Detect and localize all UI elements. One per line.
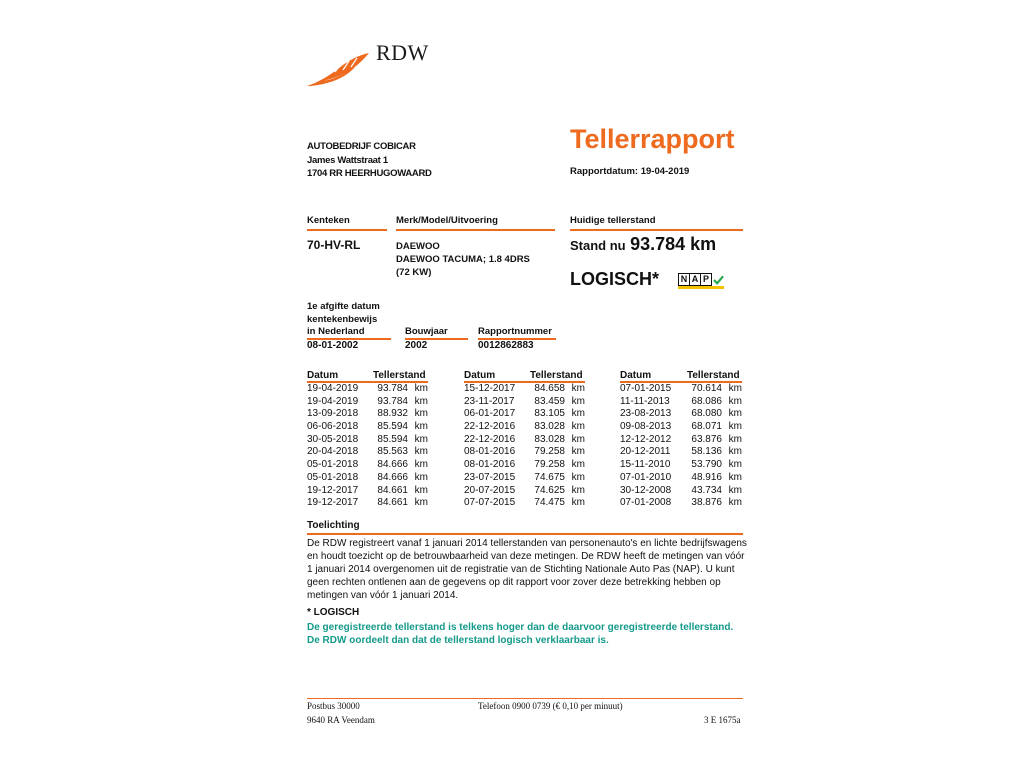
reading-unit: km xyxy=(728,446,742,458)
reading-unit: km xyxy=(571,395,585,407)
toelichting-text: De RDW registreert vanaf 1 januari 2014 tellerstanden van personenauto's en lichte bedrijfswagens en houdt toezicht op de betrouwbaarheid van deze metingen. De RDW heeft de metingen van vóór 1 januari 2014 overgenomen uit de registratie van de Stichting Nationale Auto Pas (NAP). U kunt geen rechten ontlenen aan de gegevens op dit rapport voor zover deze betrekking hebben op metingen van vóór 1 januari 2014. xyxy=(307,538,747,601)
reading-date: 06-01-2017 xyxy=(464,408,516,420)
reading-row xyxy=(464,421,585,434)
reading-unit: km xyxy=(571,433,585,445)
reading-value: 63.876 xyxy=(691,433,722,445)
report-date: Rapportdatum: 19-04-2019 xyxy=(570,166,690,177)
reading-date: 11-11-2013 xyxy=(620,395,670,407)
reading-date: 20-12-2011 xyxy=(620,446,671,458)
reading-unit: km xyxy=(414,471,428,483)
reading-unit: km xyxy=(728,421,742,433)
col-header-date: Datum xyxy=(307,370,339,381)
divider xyxy=(307,533,743,535)
nap-bar xyxy=(678,286,724,289)
reading-date: 08-01-2016 xyxy=(464,446,516,458)
reading-unit: km xyxy=(571,484,585,496)
rapportnummer-value: 0012862883 xyxy=(478,340,534,351)
reading-value: 83.028 xyxy=(534,421,565,433)
reading-row xyxy=(464,396,585,409)
merk-line: DAEWOO xyxy=(396,241,440,252)
recipient-address xyxy=(307,140,432,181)
reading-value: 43.734 xyxy=(691,484,722,496)
reading-row xyxy=(307,472,428,485)
reading-row xyxy=(620,459,742,472)
reading-unit: km xyxy=(414,433,428,445)
logisch-note-label: * LOGISCH xyxy=(307,607,360,618)
reading-unit: km xyxy=(571,446,585,458)
reading-value: 84.666 xyxy=(377,471,408,483)
divider xyxy=(570,229,743,231)
reading-row xyxy=(464,472,585,485)
reading-row xyxy=(307,383,428,396)
stand-label: Stand nu xyxy=(570,238,626,253)
col-header-value: Tellerstand xyxy=(530,370,583,381)
reading-unit: km xyxy=(728,484,742,496)
reading-date: 09-08-2013 xyxy=(620,421,672,433)
reading-row xyxy=(620,421,742,434)
reading-value: 68.086 xyxy=(691,395,722,407)
reading-row xyxy=(620,383,742,396)
nap-check-icon xyxy=(713,274,724,286)
first-issue-label-line: 1e afgifte datum xyxy=(307,301,380,312)
address-line-street: James Wattstraat 1 xyxy=(307,154,388,166)
current-reading xyxy=(570,234,716,255)
reading-value: 84.658 xyxy=(534,383,565,394)
reading-date: 07-01-2015 xyxy=(620,383,672,394)
col-header-date: Datum xyxy=(464,370,496,381)
bouwjaar-value: 2002 xyxy=(405,340,428,351)
reading-unit: km xyxy=(571,421,585,433)
report-title: Tellerrapport xyxy=(570,124,735,154)
reading-value: 70.614 xyxy=(691,383,722,394)
merk-line: (72 KW) xyxy=(396,267,432,278)
footer-city: 9640 RA Veendam xyxy=(307,715,375,725)
reading-date: 23-07-2015 xyxy=(464,471,516,483)
reading-value: 93.784 xyxy=(377,383,408,394)
reading-row xyxy=(620,472,742,485)
reading-value: 88.932 xyxy=(377,408,408,420)
reading-unit: km xyxy=(414,484,428,496)
reading-unit: km xyxy=(728,395,742,407)
reading-date: 19-12-2017 xyxy=(307,484,359,496)
reading-value: 74.625 xyxy=(534,484,565,496)
reading-row xyxy=(464,446,585,459)
reading-row xyxy=(620,485,742,498)
reading-value: 79.258 xyxy=(534,459,565,471)
reading-date: 22-12-2016 xyxy=(464,433,516,445)
reading-date: 05-01-2018 xyxy=(307,471,359,483)
toelichting-label: Toelichting xyxy=(307,520,360,531)
reading-value: 74.475 xyxy=(534,497,565,509)
reading-unit: km xyxy=(571,383,585,394)
reading-value: 84.661 xyxy=(377,497,408,509)
reading-unit: km xyxy=(414,383,428,394)
reading-row xyxy=(464,485,585,498)
reading-date: 23-08-2013 xyxy=(620,408,672,420)
reading-row xyxy=(620,497,742,510)
reading-date: 15-12-2017 xyxy=(464,383,516,394)
footer-postbus: Postbus 30000 xyxy=(307,701,360,711)
reading-date: 20-07-2015 xyxy=(464,484,516,496)
col-header-date: Datum xyxy=(620,370,652,381)
col-header-value: Tellerstand xyxy=(373,370,426,381)
kenteken-label: Kenteken xyxy=(307,215,350,226)
reading-date: 20-04-2018 xyxy=(307,446,359,458)
reading-value: 74.675 xyxy=(534,471,565,483)
reading-row xyxy=(464,497,585,510)
footer-code: 3 E 1675a xyxy=(704,715,741,725)
reading-value: 68.080 xyxy=(691,408,722,420)
reading-date: 07-07-2015 xyxy=(464,497,516,509)
reading-value: 83.105 xyxy=(534,408,565,420)
reading-unit: km xyxy=(728,408,742,420)
reading-unit: km xyxy=(414,408,428,420)
reading-value: 68.071 xyxy=(691,421,722,433)
reading-row xyxy=(464,434,585,447)
reading-unit: km xyxy=(571,459,585,471)
reading-date: 12-12-2012 xyxy=(620,433,672,445)
nap-letter: A xyxy=(691,274,699,284)
reading-row xyxy=(307,421,428,434)
reading-date: 07-01-2010 xyxy=(620,471,672,483)
first-issue-label xyxy=(307,301,380,339)
reading-row xyxy=(464,459,585,472)
merk-value xyxy=(396,240,530,279)
bouwjaar-label: Bouwjaar xyxy=(405,326,448,337)
reading-date: 07-01-2008 xyxy=(620,497,672,509)
judgement-value: LOGISCH* xyxy=(570,269,660,289)
address-line-city: 1704 RR HEERHUGOWAARD xyxy=(307,168,432,179)
rdw-logo-text: RDW xyxy=(376,40,429,65)
reading-row xyxy=(620,446,742,459)
merk-label: Merk/Model/Uitvoering xyxy=(396,215,498,226)
reading-date: 15-11-2010 xyxy=(620,459,671,471)
logisch-note-text: De geregistreerde tellerstand is telkens hoger dan de daarvoor geregistreerde tellerstand. De RDW oordeelt dan dat de tellerstand logisch verklaarbaar is. xyxy=(307,622,734,646)
reading-value: 85.563 xyxy=(377,446,408,458)
reading-date: 05-01-2018 xyxy=(307,459,359,471)
reading-unit: km xyxy=(414,459,428,471)
divider xyxy=(307,229,387,231)
reading-unit: km xyxy=(571,497,585,509)
kenteken-value: 70-HV-RL xyxy=(307,238,361,252)
reading-value: 79.258 xyxy=(534,446,565,458)
merk-line: DAEWOO TACUMA; 1.8 4DRS xyxy=(396,254,530,265)
reading-unit: km xyxy=(728,459,742,471)
footer-divider xyxy=(307,698,743,699)
reading-unit: km xyxy=(728,471,742,483)
reading-value: 93.784 xyxy=(377,395,408,407)
reading-date: 30-12-2008 xyxy=(620,484,672,496)
reading-unit: km xyxy=(414,395,428,407)
reading-row xyxy=(464,408,585,421)
first-issue-label-line: kentekenbewijs xyxy=(307,313,378,325)
reading-value: 83.028 xyxy=(534,433,565,445)
stand-header: Huidige tellerstand xyxy=(570,215,656,226)
rapportnummer-label: Rapportnummer xyxy=(478,326,552,337)
rdw-logo xyxy=(305,50,371,90)
reading-row xyxy=(307,408,428,421)
reading-value: 85.594 xyxy=(377,433,408,445)
reading-value: 58.136 xyxy=(691,446,722,458)
nap-logo xyxy=(678,271,724,288)
nap-letter: P xyxy=(702,274,709,284)
rdw-feather-logo-icon xyxy=(305,50,371,90)
reading-value: 38.876 xyxy=(691,497,722,509)
reading-unit: km xyxy=(414,497,428,509)
reading-value: 84.661 xyxy=(377,484,408,496)
reading-date: 19-04-2019 xyxy=(307,383,359,394)
reading-value: 83.459 xyxy=(534,395,565,407)
address-line-company: AUTOBEDRIJF COBICAR xyxy=(307,141,416,152)
reading-value: 85.594 xyxy=(377,421,408,433)
reading-unit: km xyxy=(728,433,742,445)
reading-date: 13-09-2018 xyxy=(307,408,359,420)
reading-date: 22-12-2016 xyxy=(464,421,516,433)
reading-date: 23-11-2017 xyxy=(464,395,515,407)
reading-date: 19-04-2019 xyxy=(307,395,359,407)
reading-row xyxy=(307,434,428,447)
reading-row xyxy=(307,396,428,409)
nap-letter: N xyxy=(680,274,688,284)
divider xyxy=(396,229,555,231)
reading-unit: km xyxy=(728,383,742,394)
reading-row xyxy=(307,485,428,498)
reading-row xyxy=(307,497,428,510)
reading-unit: km xyxy=(571,408,585,420)
reading-date: 30-05-2018 xyxy=(307,433,359,445)
reading-date: 19-12-2017 xyxy=(307,497,359,509)
reading-row xyxy=(620,396,742,409)
reading-unit: km xyxy=(571,471,585,483)
reading-row xyxy=(464,383,585,396)
reading-value: 53.790 xyxy=(691,459,722,471)
reading-value: 48.916 xyxy=(691,471,722,483)
reading-date: 08-01-2016 xyxy=(464,459,516,471)
stand-value: 93.784 km xyxy=(630,234,717,254)
reading-unit: km xyxy=(414,421,428,433)
reading-value: 84.666 xyxy=(377,459,408,471)
reading-unit: km xyxy=(414,446,428,458)
reading-date: 06-06-2018 xyxy=(307,421,359,433)
footer-phone: Telefoon 0900 0739 (€ 0,10 per minuut) xyxy=(478,701,623,711)
reading-row xyxy=(307,459,428,472)
reading-row xyxy=(620,434,742,447)
reading-row xyxy=(620,408,742,421)
first-issue-label-line: in Nederland xyxy=(307,326,365,338)
reading-row xyxy=(307,446,428,459)
reading-unit: km xyxy=(728,497,742,509)
first-issue-value: 08-01-2002 xyxy=(307,340,359,351)
col-header-value: Tellerstand xyxy=(687,370,740,381)
